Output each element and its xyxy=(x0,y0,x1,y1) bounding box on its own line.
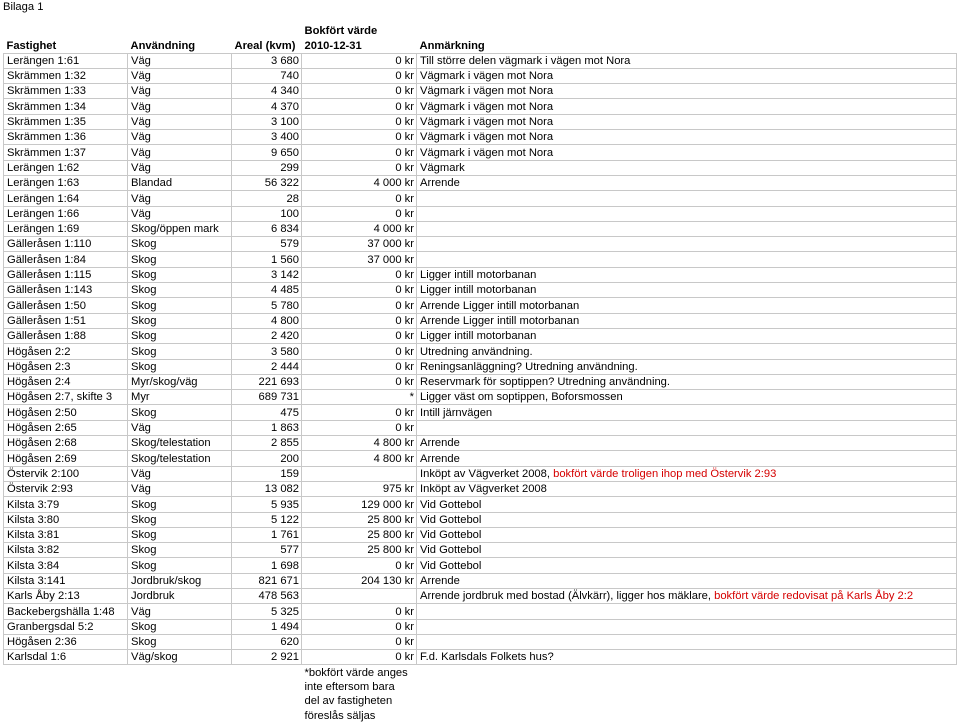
cell-anvandning: Väg xyxy=(128,84,232,99)
cell-anmarkning xyxy=(417,619,957,634)
cell-anvandning: Väg/skog xyxy=(128,650,232,665)
table-row xyxy=(4,619,957,634)
cell-areal: 478 563 xyxy=(232,588,302,603)
cell-fastighet: Lerängen 1:63 xyxy=(4,175,128,190)
cell-fastighet: Lerängen 1:66 xyxy=(4,206,128,221)
cell-anvandning: Väg xyxy=(128,160,232,175)
cell-areal: 5 935 xyxy=(232,497,302,512)
anmarkning-text: Reservmark för soptippen? Utredning användning. xyxy=(420,376,670,389)
cell-fastighet: Östervik 2:100 xyxy=(4,466,128,481)
cell-anvandning: Skog xyxy=(128,298,232,313)
cell-anvandning: Väg xyxy=(128,145,232,160)
cell-bokfort: 0 kr xyxy=(302,84,417,99)
cell-fastighet: Högåsen 2:7, skifte 3 xyxy=(4,390,128,405)
cell-bokfort: 0 kr xyxy=(302,206,417,221)
cell-areal: 740 xyxy=(232,68,302,83)
cell-areal: 4 340 xyxy=(232,84,302,99)
cell-anvandning: Väg xyxy=(128,68,232,83)
cell-bokfort: 0 kr xyxy=(302,53,417,68)
table-row xyxy=(4,420,957,435)
cell-bokfort: 0 kr xyxy=(302,405,417,420)
cell-areal: 2 855 xyxy=(232,436,302,451)
table-row xyxy=(4,466,957,481)
table-row xyxy=(4,328,957,343)
cell-fastighet: Granbergsdal 5:2 xyxy=(4,619,128,634)
cell-fastighet: Backebergshälla 1:48 xyxy=(4,604,128,619)
cell-anvandning: Skog/telestation xyxy=(128,451,232,466)
cell-areal: 4 485 xyxy=(232,283,302,298)
anmarkning-text: Vägmark i vägen mot Nora xyxy=(420,131,554,144)
anmarkning-text: Arrende Ligger intill motorbanan xyxy=(420,299,580,312)
cell-fastighet: Högåsen 2:50 xyxy=(4,405,128,420)
cell-bokfort: 0 kr xyxy=(302,344,417,359)
cell-anvandning: Skog/telestation xyxy=(128,436,232,451)
cell-bokfort: 0 kr xyxy=(302,313,417,328)
cell-anmarkning xyxy=(417,634,957,649)
table-row xyxy=(4,451,957,466)
cell-bokfort: 0 kr xyxy=(302,604,417,619)
cell-fastighet: Skrämmen 1:37 xyxy=(4,145,128,160)
cell-areal: 9 650 xyxy=(232,145,302,160)
cell-anmarkning xyxy=(417,543,957,558)
cell-anmarkning xyxy=(417,466,957,481)
cell-fastighet: Kilsta 3:80 xyxy=(4,512,128,527)
table-row xyxy=(4,175,957,190)
table-row xyxy=(4,634,957,649)
table-row xyxy=(4,68,957,83)
footnote xyxy=(4,665,957,723)
anmarkning-text: Ligger intill motorbanan xyxy=(420,284,537,297)
cell-bokfort: 0 kr xyxy=(302,145,417,160)
cell-fastighet: Kilsta 3:84 xyxy=(4,558,128,573)
cell-anvandning: Väg xyxy=(128,53,232,68)
cell-anvandning: Skog xyxy=(128,313,232,328)
anmarkning-text: Vägmark i vägen mot Nora xyxy=(420,85,554,98)
cell-anvandning: Väg xyxy=(128,191,232,206)
table-row xyxy=(4,390,957,405)
table-row xyxy=(4,588,957,603)
header-areal: Areal (kvm) xyxy=(234,39,296,52)
cell-anmarkning xyxy=(417,650,957,665)
table-row xyxy=(4,497,957,512)
cell-anvandning: Skog xyxy=(128,267,232,282)
cell-fastighet: Karlsdal 1:6 xyxy=(4,650,128,665)
anmarkning-text: Ligger intill motorbanan xyxy=(420,330,537,343)
anmarkning-text: Vägmark i vägen mot Nora xyxy=(420,146,554,159)
cell-bokfort: 129 000 kr xyxy=(302,497,417,512)
cell-anmarkning xyxy=(417,420,957,435)
cell-fastighet: Högåsen 2:68 xyxy=(4,436,128,451)
cell-anmarkning xyxy=(417,267,957,282)
header-bokfort-line2: 2010-12-31 xyxy=(304,39,362,52)
anmarkning-text: Reningsanläggning? Utredning användning. xyxy=(420,360,638,373)
table-row xyxy=(4,84,957,99)
cell-anmarkning xyxy=(417,328,957,343)
cell-bokfort: 0 kr xyxy=(302,619,417,634)
cell-bokfort: 0 kr xyxy=(302,130,417,145)
table-row xyxy=(4,237,957,252)
cell-anmarkning xyxy=(417,588,957,603)
table-row xyxy=(4,344,957,359)
cell-anvandning: Skog xyxy=(128,328,232,343)
cell-fastighet: Gälleråsen 1:84 xyxy=(4,252,128,267)
table-row xyxy=(4,436,957,451)
table-row xyxy=(4,512,957,527)
table-row xyxy=(4,374,957,389)
cell-anmarkning xyxy=(417,283,957,298)
cell-fastighet: Kilsta 3:141 xyxy=(4,573,128,588)
table-row xyxy=(4,145,957,160)
cell-anvandning: Jordbruk/skog xyxy=(128,573,232,588)
cell-bokfort: 0 kr xyxy=(302,374,417,389)
anmarkning-text: Inköpt av Vägverket 2008 xyxy=(420,483,547,496)
cell-areal: 100 xyxy=(232,206,302,221)
cell-areal: 475 xyxy=(232,405,302,420)
table-row xyxy=(4,99,957,114)
cell-anvandning: Väg xyxy=(128,99,232,114)
cell-anmarkning xyxy=(417,237,957,252)
cell-anvandning: Skog xyxy=(128,543,232,558)
cell-anmarkning xyxy=(417,175,957,190)
cell-anmarkning xyxy=(417,558,957,573)
cell-fastighet: Skrämmen 1:33 xyxy=(4,84,128,99)
cell-areal: 4 370 xyxy=(232,99,302,114)
table-row xyxy=(4,53,957,68)
cell-anvandning: Skog xyxy=(128,237,232,252)
cell-anmarkning xyxy=(417,436,957,451)
cell-anmarkning xyxy=(417,527,957,542)
cell-bokfort: 25 800 kr xyxy=(302,527,417,542)
cell-anmarkning xyxy=(417,512,957,527)
table-row xyxy=(4,650,957,665)
cell-bokfort: 0 kr xyxy=(302,68,417,83)
cell-anmarkning xyxy=(417,145,957,160)
table-row xyxy=(4,604,957,619)
table-row xyxy=(4,405,957,420)
cell-anvandning: Väg xyxy=(128,481,232,496)
cell-anmarkning xyxy=(417,405,957,420)
cell-areal: 3 142 xyxy=(232,267,302,282)
cell-areal: 821 671 xyxy=(232,573,302,588)
cell-fastighet: Högåsen 2:4 xyxy=(4,374,128,389)
anmarkning-text: Arrende xyxy=(420,574,460,587)
cell-fastighet: Gälleråsen 1:88 xyxy=(4,328,128,343)
table-row xyxy=(4,267,957,282)
cell-bokfort xyxy=(302,466,417,481)
cell-areal: 6 834 xyxy=(232,221,302,236)
table-row xyxy=(4,527,957,542)
anmarkning-text: Intill järnvägen xyxy=(420,406,493,419)
cell-bokfort: 0 kr xyxy=(302,650,417,665)
anmarkning-text: Arrende xyxy=(420,437,460,450)
cell-areal: 2 444 xyxy=(232,359,302,374)
cell-areal: 3 580 xyxy=(232,344,302,359)
cell-anvandning: Skog xyxy=(128,344,232,359)
cell-fastighet: Lerängen 1:62 xyxy=(4,160,128,175)
cell-fastighet: Högåsen 2:3 xyxy=(4,359,128,374)
table-row xyxy=(4,114,957,129)
cell-anmarkning xyxy=(417,53,957,68)
cell-anvandning: Skog xyxy=(128,512,232,527)
cell-fastighet: Högåsen 2:69 xyxy=(4,451,128,466)
table-row xyxy=(4,191,957,206)
cell-anmarkning xyxy=(417,68,957,83)
cell-areal: 299 xyxy=(232,160,302,175)
footnote-line: *bokfört värde anges xyxy=(304,666,408,679)
cell-areal: 159 xyxy=(232,466,302,481)
anmarkning-text: Ligger intill motorbanan xyxy=(420,269,537,282)
cell-fastighet: Skrämmen 1:36 xyxy=(4,130,128,145)
cell-anvandning: Väg xyxy=(128,206,232,221)
cell-anmarkning xyxy=(417,99,957,114)
cell-bokfort: 0 kr xyxy=(302,634,417,649)
cell-anmarkning xyxy=(417,206,957,221)
cell-anvandning: Skog xyxy=(128,527,232,542)
header-anmarkning: Anmärkning xyxy=(419,39,485,52)
cell-fastighet: Kilsta 3:79 xyxy=(4,497,128,512)
header-anvandning: Användning xyxy=(130,39,196,52)
cell-anmarkning xyxy=(417,84,957,99)
anmarkning-highlight: bokfört värde troligen ihop med Östervik 2:93 xyxy=(553,467,777,480)
anmarkning-text: Vid Gottebol xyxy=(420,529,482,542)
cell-areal: 221 693 xyxy=(232,374,302,389)
cell-bokfort: 975 kr xyxy=(302,481,417,496)
anmarkning-text: Vägmark xyxy=(420,161,465,174)
cell-anvandning: Myr/skog/väg xyxy=(128,374,232,389)
cell-bokfort: 0 kr xyxy=(302,283,417,298)
cell-anvandning: Väg xyxy=(128,130,232,145)
cell-bokfort: 0 kr xyxy=(302,114,417,129)
cell-anmarkning xyxy=(417,160,957,175)
anmarkning-text: Inköpt av Vägverket 2008, xyxy=(420,467,554,480)
cell-bokfort: 0 kr xyxy=(302,160,417,175)
anmarkning-text: Ligger väst om soptippen, Boforsmossen xyxy=(420,391,623,404)
cell-areal: 1 698 xyxy=(232,558,302,573)
header-bokfort-line1: Bokfört värde xyxy=(304,25,378,38)
cell-areal: 5 325 xyxy=(232,604,302,619)
cell-anvandning: Skog/öppen mark xyxy=(128,221,232,236)
table-row xyxy=(4,573,957,588)
cell-fastighet: Högåsen 2:2 xyxy=(4,344,128,359)
cell-anmarkning xyxy=(417,390,957,405)
cell-anvandning: Väg xyxy=(128,420,232,435)
cell-anvandning: Skog xyxy=(128,405,232,420)
cell-fastighet: Högåsen 2:65 xyxy=(4,420,128,435)
table-row xyxy=(4,221,957,236)
cell-fastighet: Skrämmen 1:35 xyxy=(4,114,128,129)
cell-bokfort: 0 kr xyxy=(302,99,417,114)
cell-anvandning: Väg xyxy=(128,604,232,619)
cell-fastighet: Skrämmen 1:34 xyxy=(4,99,128,114)
cell-bokfort: 0 kr xyxy=(302,298,417,313)
cell-anmarkning xyxy=(417,191,957,206)
cell-anvandning: Blandad xyxy=(128,175,232,190)
table-row xyxy=(4,359,957,374)
cell-bokfort: 0 kr xyxy=(302,267,417,282)
cell-anmarkning xyxy=(417,359,957,374)
table-body xyxy=(4,53,957,665)
cell-bokfort: 4 000 kr xyxy=(302,221,417,236)
cell-bokfort: 4 800 kr xyxy=(302,451,417,466)
cell-fastighet: Kilsta 3:81 xyxy=(4,527,128,542)
cell-areal: 1 560 xyxy=(232,252,302,267)
table-row xyxy=(4,252,957,267)
cell-fastighet: Gälleråsen 1:115 xyxy=(4,267,128,282)
footnote-line: inte eftersom bara xyxy=(304,681,395,694)
cell-areal: 4 800 xyxy=(232,313,302,328)
anmarkning-text: Vägmark i vägen mot Nora xyxy=(420,70,554,83)
footnote-line: föreslås säljas xyxy=(304,709,376,722)
cell-anmarkning xyxy=(417,451,957,466)
cell-fastighet: Gälleråsen 1:51 xyxy=(4,313,128,328)
cell-bokfort: 37 000 kr xyxy=(302,252,417,267)
cell-anvandning: Skog xyxy=(128,252,232,267)
cell-bokfort: 4 800 kr xyxy=(302,436,417,451)
cell-anvandning: Jordbruk xyxy=(128,588,232,603)
cell-fastighet: Lerängen 1:69 xyxy=(4,221,128,236)
cell-anmarkning xyxy=(417,130,957,145)
table-row xyxy=(4,206,957,221)
cell-areal: 579 xyxy=(232,237,302,252)
cell-fastighet: Skrämmen 1:32 xyxy=(4,68,128,83)
cell-anvandning: Skog xyxy=(128,283,232,298)
cell-bokfort: 0 kr xyxy=(302,420,417,435)
anmarkning-text: Utredning användning. xyxy=(420,345,533,358)
cell-anvandning: Myr xyxy=(128,390,232,405)
property-table xyxy=(3,24,957,723)
anmarkning-text: Arrende jordbruk med bostad (Älvkärr), ligger hos mäklare, xyxy=(420,590,715,603)
cell-areal: 56 322 xyxy=(232,175,302,190)
anmarkning-text: Vid Gottebol xyxy=(420,498,482,511)
anmarkning-text: F.d. Karlsdals Folkets hus? xyxy=(420,651,554,664)
cell-areal: 620 xyxy=(232,634,302,649)
anmarkning-text: Arrende xyxy=(420,177,460,190)
cell-anmarkning xyxy=(417,573,957,588)
cell-bokfort: 25 800 kr xyxy=(302,543,417,558)
cell-bokfort: 0 kr xyxy=(302,558,417,573)
cell-areal: 5 122 xyxy=(232,512,302,527)
cell-areal: 2 921 xyxy=(232,650,302,665)
footnote-line: del av fastigheten xyxy=(304,695,393,708)
cell-bokfort: 4 000 kr xyxy=(302,175,417,190)
cell-anvandning: Skog xyxy=(128,619,232,634)
cell-anmarkning xyxy=(417,344,957,359)
header-fastighet: Fastighet xyxy=(6,39,57,52)
table-row xyxy=(4,160,957,175)
cell-anvandning: Väg xyxy=(128,114,232,129)
anmarkning-text: Vägmark i vägen mot Nora xyxy=(420,100,554,113)
anmarkning-text: Vid Gottebol xyxy=(420,559,482,572)
cell-fastighet: Lerängen 1:61 xyxy=(4,53,128,68)
page-title: Bilaga 1 xyxy=(3,1,44,13)
table-row xyxy=(4,558,957,573)
table-row xyxy=(4,298,957,313)
cell-bokfort: 37 000 kr xyxy=(302,237,417,252)
cell-areal: 1 494 xyxy=(232,619,302,634)
table-row xyxy=(4,313,957,328)
cell-areal: 2 420 xyxy=(232,328,302,343)
anmarkning-highlight: bokfört värde redovisat på Karls Åby 2:2 xyxy=(714,590,914,603)
table-row xyxy=(4,283,957,298)
cell-areal: 5 780 xyxy=(232,298,302,313)
table-row xyxy=(4,130,957,145)
cell-anmarkning xyxy=(417,221,957,236)
cell-areal: 28 xyxy=(232,191,302,206)
anmarkning-text: Vid Gottebol xyxy=(420,544,482,557)
cell-anmarkning xyxy=(417,298,957,313)
cell-bokfort xyxy=(302,588,417,603)
cell-bokfort: 0 kr xyxy=(302,359,417,374)
cell-anmarkning xyxy=(417,252,957,267)
cell-areal: 3 680 xyxy=(232,53,302,68)
cell-fastighet: Högåsen 2:36 xyxy=(4,634,128,649)
cell-areal: 3 100 xyxy=(232,114,302,129)
cell-anvandning: Väg xyxy=(128,466,232,481)
cell-fastighet: Gälleråsen 1:143 xyxy=(4,283,128,298)
cell-anmarkning xyxy=(417,497,957,512)
cell-bokfort: 25 800 kr xyxy=(302,512,417,527)
cell-bokfort: 204 130 kr xyxy=(302,573,417,588)
cell-bokfort: 0 kr xyxy=(302,191,417,206)
cell-anmarkning xyxy=(417,114,957,129)
anmarkning-text: Vid Gottebol xyxy=(420,513,482,526)
anmarkning-text: Arrende Ligger intill motorbanan xyxy=(420,314,580,327)
cell-bokfort: * xyxy=(302,390,417,405)
cell-fastighet: Karls Åby 2:13 xyxy=(4,588,128,603)
anmarkning-text: Till större delen vägmark i vägen mot Nora xyxy=(420,54,631,67)
cell-anmarkning xyxy=(417,604,957,619)
cell-fastighet: Gälleråsen 1:110 xyxy=(4,237,128,252)
cell-anvandning: Skog xyxy=(128,558,232,573)
cell-anvandning: Skog xyxy=(128,634,232,649)
cell-anmarkning xyxy=(417,313,957,328)
table-row xyxy=(4,481,957,496)
cell-anvandning: Skog xyxy=(128,497,232,512)
cell-fastighet: Gälleråsen 1:50 xyxy=(4,298,128,313)
table-row xyxy=(4,543,957,558)
cell-areal: 3 400 xyxy=(232,130,302,145)
anmarkning-text: Vägmark i vägen mot Nora xyxy=(420,116,554,129)
cell-anvandning: Skog xyxy=(128,359,232,374)
cell-areal: 1 863 xyxy=(232,420,302,435)
cell-fastighet: Östervik 2:93 xyxy=(4,481,128,496)
cell-areal: 689 731 xyxy=(232,390,302,405)
cell-fastighet: Kilsta 3:82 xyxy=(4,543,128,558)
cell-areal: 200 xyxy=(232,451,302,466)
anmarkning-text: Arrende xyxy=(420,452,460,465)
cell-areal: 577 xyxy=(232,543,302,558)
cell-anmarkning xyxy=(417,481,957,496)
cell-anmarkning xyxy=(417,374,957,389)
cell-fastighet: Lerängen 1:64 xyxy=(4,191,128,206)
cell-areal: 13 082 xyxy=(232,481,302,496)
cell-areal: 1 761 xyxy=(232,527,302,542)
cell-bokfort: 0 kr xyxy=(302,328,417,343)
